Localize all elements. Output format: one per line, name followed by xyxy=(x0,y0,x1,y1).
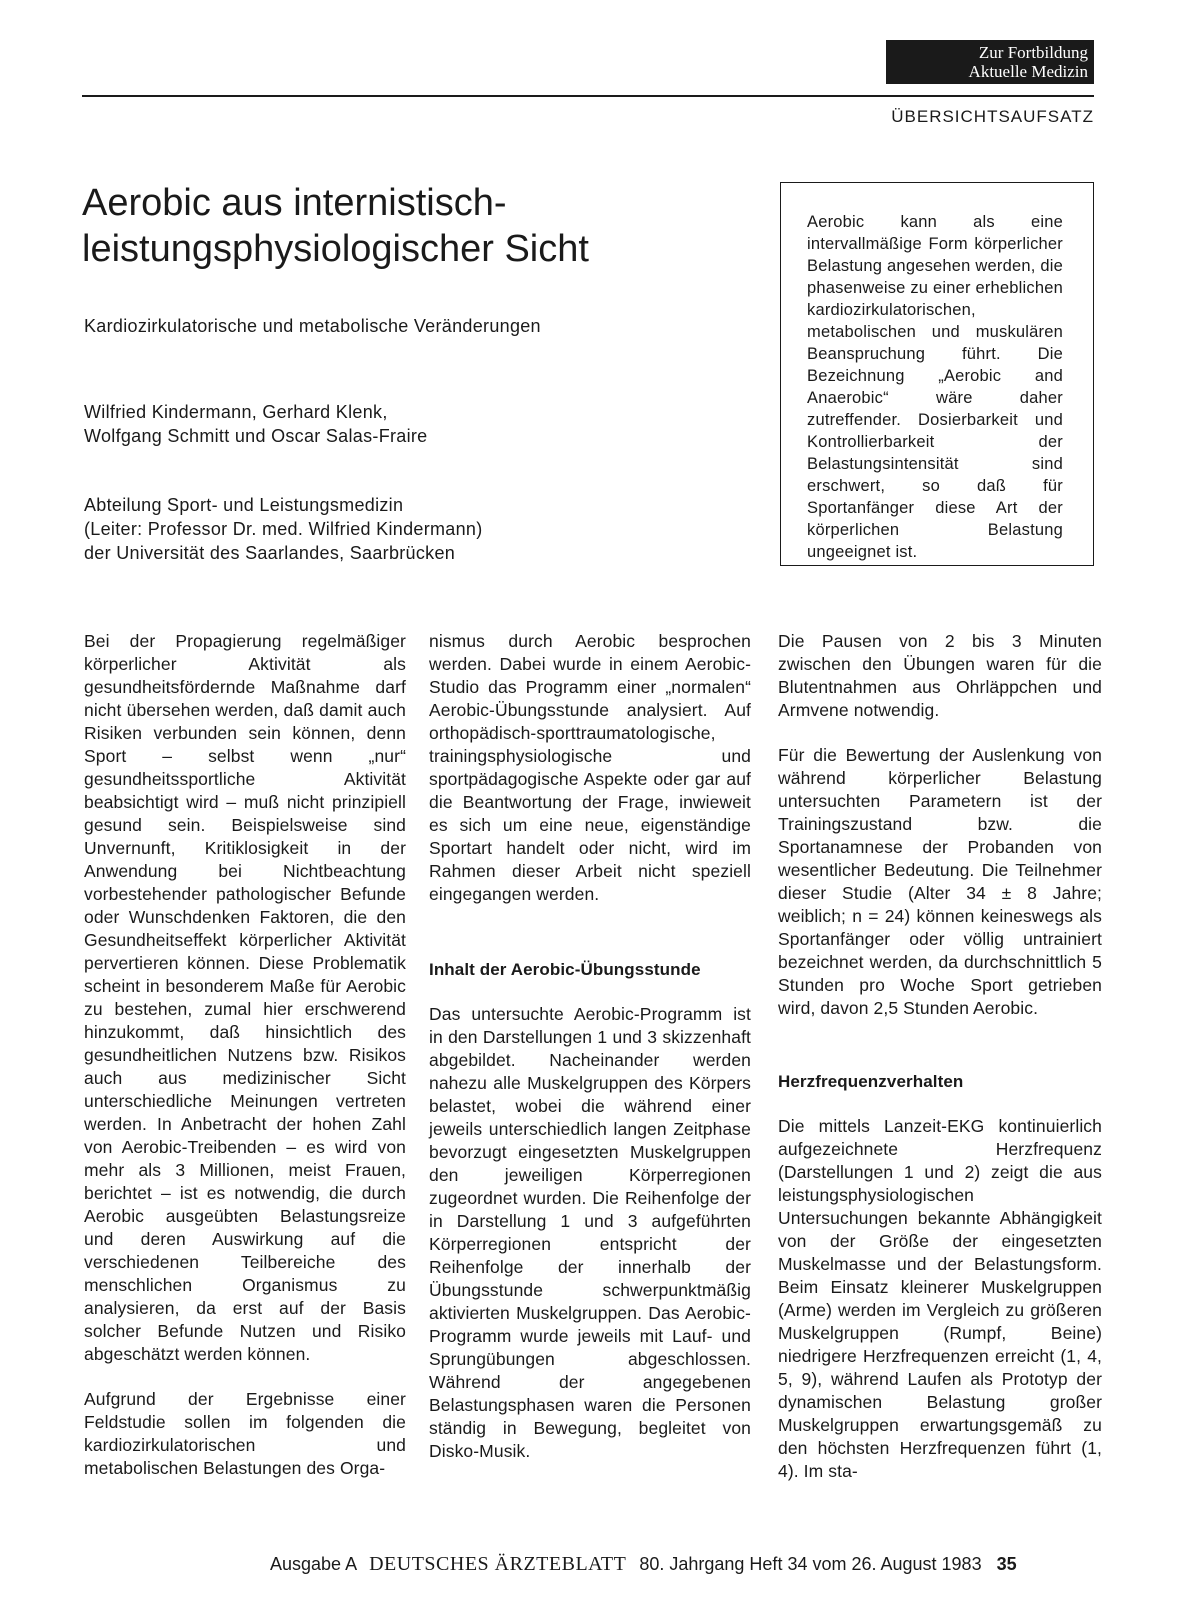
affiliation-line2: (Leiter: Professor Dr. med. Wilfried Kindermann) xyxy=(84,519,483,539)
body-column-3 xyxy=(778,630,1102,1505)
paragraph: nismus durch Aerobic besprochen werden. Dabei wurde in einem Aerobic-Studio das Programm einer „normalen“ Aerobic-Übungsstunde analysiert. Auf orthopädisch-sporttraumatologische, trainingsphysiologische und sportpädagogische Aspekte oder gar auf die Beantwortung der Frage, inwieweit es sich um eine neue, eigenständige Sportart handelt oder nicht, wird im Rahmen dieser Arbeit nicht speziell eingegangen werden. xyxy=(429,631,751,904)
authors-line1: Wilfried Kindermann, Gerhard Klenk, xyxy=(84,402,388,422)
series-label-box xyxy=(886,40,1094,84)
header-rule xyxy=(82,95,1094,97)
authors-line2: Wolfgang Schmitt und Oscar Salas-Fraire xyxy=(84,426,428,446)
author-list xyxy=(84,400,428,448)
paragraph: Die mittels Lanzeit-EKG kontinuierlich aufgezeichnete Herzfrequenz (Darstellungen 1 und 2) zeigt die aus leistungsphysiologischen Untersuchungen bekannte Abhängigkeit von der Größe der eingesetzten Muskelmasse und der Belastungsform. Beim Einsatz kleinerer Muskelgruppen (Arme) werden im Vergleich zu größeren Muskelgruppen (Rumpf, Beine) niedrigere Herzfrequenzen erreicht (1, 4, 5, 9), während Laufen als Prototyp der dynamischen Belastung großer Muskelgruppen erwartungsgemäß zu den höchsten Herzfrequenzen führt (1, 4). Im sta- xyxy=(778,1116,1102,1481)
paragraph: Bei der Propagierung regelmäßiger körperlicher Aktivität als gesundheitsfördernde Maßnahme darf nicht übersehen werden, daß damit auch Risiken verbunden sein können, denn Sport – selbst wenn „nur“ gesundheitssportliche Aktivität beabsichtigt wird – muß nicht prinzipiell gesund sein. Beispielsweise sind Unvernunft, Kritiklosigkeit in der Anwendung bei Nichtbeachtung vorbestehender pathologischer Befunde oder Wunschdenken Faktoren, die den Gesundheitseffekt körperlicher Aktivität pervertieren können. Diese Problematik scheint in besonderem Maße für Aerobic zu bestehen, zumal hier erschwerend hinzukommt, daß hinsichtlich des gesundheitlichen Nutzens bzw. Risikos auch aus medizinischer Sicht unterschiedliche Meinungen vertreten werden. In Anbetracht der hohen Zahl von Aerobic-Treibenden – es wird von mehr als 3 Millionen, meist Frauen, berichtet – ist es notwendig, die durch Aerobic ausgeübten Belastungsreize und deren Auswirkung auf die verschiedenen Teilbereiche des menschlichen Organismus zu analysieren, da erst auf der Basis solcher Befunde Nutzen und Risiko abgeschätzt werden können. xyxy=(84,631,406,1364)
section-heading-aerobic-session: Inhalt der Aerobic-Übungsstunde xyxy=(429,960,701,979)
affiliation-line1: Abteilung Sport- und Leistungsmedizin xyxy=(84,495,404,515)
abstract-box xyxy=(780,182,1094,566)
affiliation xyxy=(84,493,483,565)
series-label-line1: Zur Fortbildung xyxy=(978,43,1088,62)
affiliation-line3: der Universität des Saarlandes, Saarbrücken xyxy=(84,543,456,563)
article-subtitle: Kardiozirkulatorische und metabolische Veränderungen xyxy=(84,316,541,336)
paragraph: Für die Bewertung der Auslenkung von während körperlicher Belastung untersuchten Parametern ist der Trainingszustand bzw. die Sportanamnese der Probanden von wesentlicher Bedeutung. Die Teilnehmer dieser Studie (Alter 34 ± 8 Jahre; weiblich; n = 24) können keineswegs als Sportanfänger oder völlig untrainiert bezeichnet werden, da durchschnittlich 5 Stunden pro Woche Sport getrieben wird, davon 2,5 Stunden Aerobic. xyxy=(778,745,1102,1018)
page-number: 35 xyxy=(996,1554,1017,1574)
abstract-text: Aerobic kann als eine intervallmäßige Form körperlicher Belastung angesehen werden, die phasenweise zu einer erheblichen kardiozirkulatorischen, metabolischen und muskulären Beanspruchung führt. Die Bezeichnung „Aerobic and Anaerobic“ wäre daher zutreffender. Dosierbarkeit und Kontrollierbarkeit der Belastungsintensität sind erschwert, so daß für Sportanfänger diese Art der körperlichen Belastung ungeeignet ist. xyxy=(807,213,1063,561)
article-title xyxy=(82,180,722,272)
page-footer xyxy=(270,1553,1094,1576)
footer-issue: 80. Jahrgang Heft 34 vom 26. August 1983 xyxy=(639,1554,982,1574)
footer-journal-name: DEUTSCHES ÄRZTEBLATT xyxy=(369,1553,627,1575)
body-column-1 xyxy=(84,630,406,1502)
section-heading-heart-rate: Herzfrequenzverhalten xyxy=(778,1072,964,1091)
paragraph: Die Pausen von 2 bis 3 Minuten zwischen den Übungen waren für die Blutentnahmen aus Ohrläppchen und Armvene notwendig. xyxy=(778,631,1102,720)
article-type-kicker: ÜBERSICHTSAUFSATZ xyxy=(891,107,1094,126)
footer-edition: Ausgabe A xyxy=(270,1554,357,1574)
title-line2: leistungsphysiologischer Sicht xyxy=(82,228,589,270)
title-line1: Aerobic aus internistisch- xyxy=(82,182,507,224)
series-label-line2: Aktuelle Medizin xyxy=(968,62,1088,81)
body-column-2 xyxy=(429,630,751,1485)
paragraph: Aufgrund der Ergebnisse einer Feldstudie sollen im folgenden die kardiozirkulatorischen und metabolischen Belastungen des Orga- xyxy=(84,1389,406,1478)
paragraph: Das untersuchte Aerobic-Programm ist in den Darstellungen 1 und 3 skizzenhaft abgebildet. Nacheinander werden nahezu alle Muskelgruppen des Körpers belastet, wobei die während einer jeweils unterschiedlich langen Zeitphase bevorzugt eingesetzten Muskelgruppen den jeweiligen Körperregionen zugeordnet wurden. Die Reihenfolge der in Darstellung 1 und 3 aufgeführten Körperregionen entspricht der Reihenfolge der innerhalb der Übungsstunde schwerpunktmäßig aktivierten Muskelgruppen. Das Aerobic-Programm wurde jeweils mit Lauf- und Sprungübungen abgeschlossen. Während der angegebenen Belastungsphasen waren die Personen ständig in Bewegung, begleitet von Disko-Musik. xyxy=(429,1004,751,1461)
